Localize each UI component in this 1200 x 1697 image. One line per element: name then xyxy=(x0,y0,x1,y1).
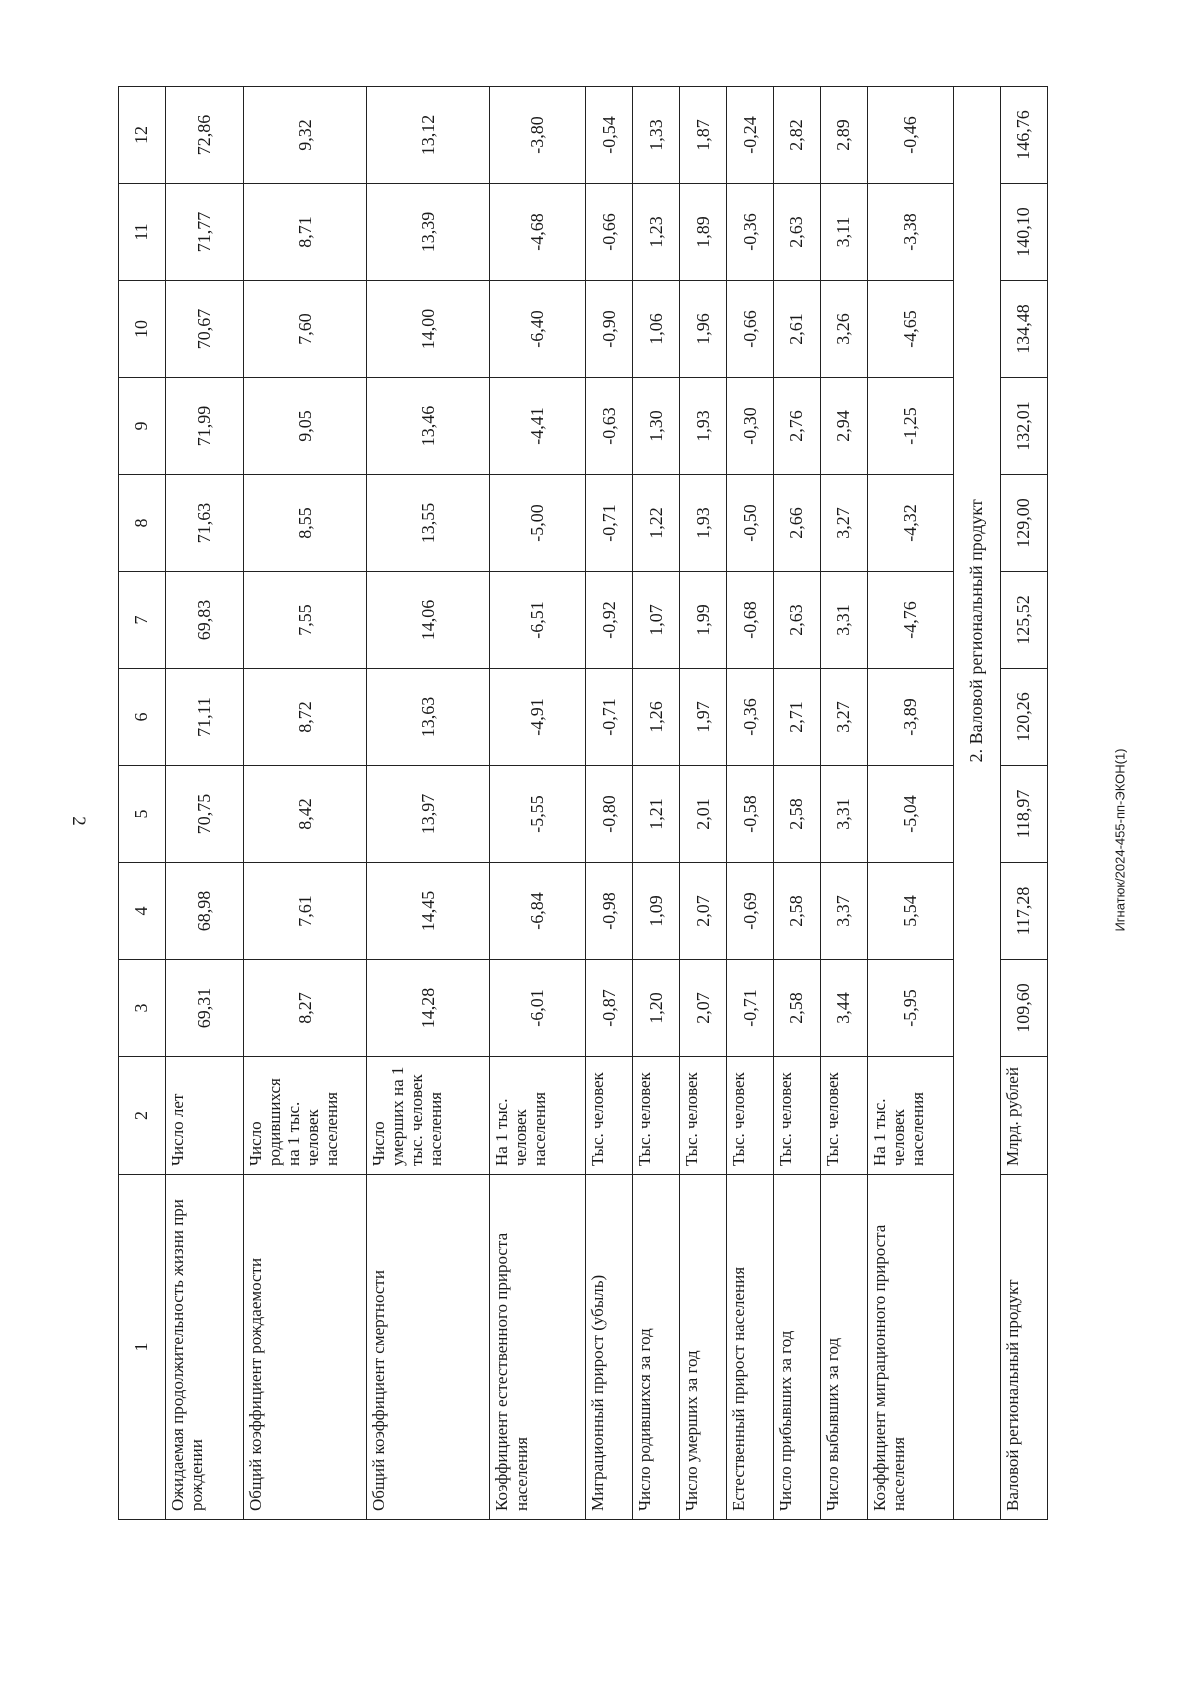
value-cell: -1,25 xyxy=(867,378,953,475)
column-number: 9 xyxy=(119,378,166,475)
value-cell: 14,45 xyxy=(367,863,490,960)
table-row xyxy=(867,87,953,1520)
value-cell: 13,12 xyxy=(367,87,490,184)
unit-cell: Млрд. рублей xyxy=(1000,1057,1047,1175)
column-number: 1 xyxy=(119,1175,166,1520)
value-cell: -0,92 xyxy=(586,572,633,669)
column-number: 5 xyxy=(119,766,166,863)
value-cell: -3,38 xyxy=(867,184,953,281)
unit-cell: Число лет xyxy=(165,1057,243,1175)
value-cell: -4,41 xyxy=(490,378,586,475)
value-cell: -0,58 xyxy=(727,766,774,863)
value-cell: -0,46 xyxy=(867,87,953,184)
value-cell: 2,94 xyxy=(820,378,867,475)
indicator-cell: Ожидаемая продолжительность жизни при рождении xyxy=(165,1175,243,1520)
value-cell: -0,63 xyxy=(586,378,633,475)
value-cell: 1,23 xyxy=(633,184,680,281)
value-cell: -4,32 xyxy=(867,475,953,572)
value-cell: 1,33 xyxy=(633,87,680,184)
value-cell: 1,30 xyxy=(633,378,680,475)
value-cell: -6,84 xyxy=(490,863,586,960)
value-cell: 13,63 xyxy=(367,669,490,766)
table-row xyxy=(244,87,367,1520)
column-number: 2 xyxy=(119,1057,166,1175)
value-cell: -5,00 xyxy=(490,475,586,572)
value-cell: 3,26 xyxy=(820,281,867,378)
value-cell: 1,20 xyxy=(633,960,680,1057)
value-cell: 13,46 xyxy=(367,378,490,475)
value-cell: 146,76 xyxy=(1000,87,1047,184)
value-cell: 70,75 xyxy=(165,766,243,863)
value-cell: 1,89 xyxy=(680,184,727,281)
value-cell: 134,48 xyxy=(1000,281,1047,378)
value-cell: 1,21 xyxy=(633,766,680,863)
column-number: 11 xyxy=(119,184,166,281)
value-cell: 3,44 xyxy=(820,960,867,1057)
indicator-cell: Число выбывших за год xyxy=(820,1175,867,1520)
value-cell: 3,31 xyxy=(820,766,867,863)
value-cell: -0,90 xyxy=(586,281,633,378)
column-number: 4 xyxy=(119,863,166,960)
indicator-cell: Миграционный прирост (убыль) xyxy=(586,1175,633,1520)
column-number: 10 xyxy=(119,281,166,378)
value-cell: -3,80 xyxy=(490,87,586,184)
value-cell: 8,42 xyxy=(244,766,367,863)
value-cell: 120,26 xyxy=(1000,669,1047,766)
value-cell: 2,63 xyxy=(774,572,821,669)
value-cell: -4,91 xyxy=(490,669,586,766)
value-cell: -0,50 xyxy=(727,475,774,572)
value-cell: -0,71 xyxy=(586,669,633,766)
value-cell: 109,60 xyxy=(1000,960,1047,1057)
value-cell: -0,68 xyxy=(727,572,774,669)
table-body xyxy=(119,87,1048,1520)
column-number: 7 xyxy=(119,572,166,669)
value-cell: -0,36 xyxy=(727,669,774,766)
value-cell: 8,72 xyxy=(244,669,367,766)
value-cell: -0,30 xyxy=(727,378,774,475)
value-cell: 118,97 xyxy=(1000,766,1047,863)
value-cell: -0,71 xyxy=(586,475,633,572)
value-cell: -0,87 xyxy=(586,960,633,1057)
column-number: 6 xyxy=(119,669,166,766)
value-cell: 13,97 xyxy=(367,766,490,863)
value-cell: 71,99 xyxy=(165,378,243,475)
table-row xyxy=(633,87,680,1520)
indicator-cell: Коэффициент миграционного прироста населения xyxy=(867,1175,953,1520)
value-cell: 2,82 xyxy=(774,87,821,184)
value-cell: 1,97 xyxy=(680,669,727,766)
unit-cell: На 1 тыс. человек населения xyxy=(490,1057,586,1175)
value-cell: 14,00 xyxy=(367,281,490,378)
value-cell: 2,07 xyxy=(680,960,727,1057)
value-cell: 1,93 xyxy=(680,378,727,475)
indicator-cell: Валовой региональный продукт xyxy=(1000,1175,1047,1520)
value-cell: -4,76 xyxy=(867,572,953,669)
value-cell: -5,95 xyxy=(867,960,953,1057)
section-title: 2. Валовой региональный продукт xyxy=(953,87,1000,1175)
unit-cell: Тыс. человек xyxy=(820,1057,867,1175)
section-blank-cell xyxy=(953,1175,1000,1520)
indicator-cell: Общий коэффициент смертности xyxy=(367,1175,490,1520)
value-cell: 13,39 xyxy=(367,184,490,281)
unit-cell: Тыс. человек xyxy=(586,1057,633,1175)
table-row xyxy=(1000,87,1047,1520)
table-row xyxy=(820,87,867,1520)
value-cell: 5,54 xyxy=(867,863,953,960)
value-cell: 1,09 xyxy=(633,863,680,960)
value-cell: 1,26 xyxy=(633,669,680,766)
value-cell: 14,28 xyxy=(367,960,490,1057)
value-cell: -0,54 xyxy=(586,87,633,184)
value-cell: 8,27 xyxy=(244,960,367,1057)
indicator-cell: Число родившихся за год xyxy=(633,1175,680,1520)
value-cell: 2,89 xyxy=(820,87,867,184)
value-cell: 3,27 xyxy=(820,669,867,766)
table-row xyxy=(774,87,821,1520)
column-number: 3 xyxy=(119,960,166,1057)
indicator-cell: Число прибывших за год xyxy=(774,1175,821,1520)
value-cell: 2,63 xyxy=(774,184,821,281)
value-cell: 3,27 xyxy=(820,475,867,572)
value-cell: 1,99 xyxy=(680,572,727,669)
table-row xyxy=(680,87,727,1520)
value-cell: -0,98 xyxy=(586,863,633,960)
value-cell: 140,10 xyxy=(1000,184,1047,281)
value-cell: 7,61 xyxy=(244,863,367,960)
table-row xyxy=(586,87,633,1520)
value-cell: 71,63 xyxy=(165,475,243,572)
value-cell: 132,01 xyxy=(1000,378,1047,475)
value-cell: 8,55 xyxy=(244,475,367,572)
table-row xyxy=(727,87,774,1520)
value-cell: -0,66 xyxy=(727,281,774,378)
value-cell: 71,77 xyxy=(165,184,243,281)
value-cell: -6,51 xyxy=(490,572,586,669)
unit-cell: На 1 тыс. человек населения xyxy=(867,1057,953,1175)
value-cell: -5,55 xyxy=(490,766,586,863)
value-cell: 2,76 xyxy=(774,378,821,475)
value-cell: 2,61 xyxy=(774,281,821,378)
value-cell: -3,89 xyxy=(867,669,953,766)
value-cell: -0,24 xyxy=(727,87,774,184)
value-cell: 13,55 xyxy=(367,475,490,572)
indicator-cell: Число умерших за год xyxy=(680,1175,727,1520)
value-cell: -0,71 xyxy=(727,960,774,1057)
value-cell: 2,58 xyxy=(774,863,821,960)
value-cell: 2,71 xyxy=(774,669,821,766)
value-cell: 1,93 xyxy=(680,475,727,572)
page-number: 2 xyxy=(67,816,89,826)
value-cell: 69,31 xyxy=(165,960,243,1057)
value-cell: 9,05 xyxy=(244,378,367,475)
indicator-cell: Общий коэффициент рождаемости xyxy=(244,1175,367,1520)
indicator-cell: Естественный прирост населения xyxy=(727,1175,774,1520)
column-number: 12 xyxy=(119,87,166,184)
value-cell: 7,55 xyxy=(244,572,367,669)
value-cell: -0,69 xyxy=(727,863,774,960)
header-row xyxy=(119,87,166,1520)
value-cell: 9,32 xyxy=(244,87,367,184)
value-cell: -6,40 xyxy=(490,281,586,378)
value-cell: 14,06 xyxy=(367,572,490,669)
value-cell: 3,31 xyxy=(820,572,867,669)
value-cell: 3,11 xyxy=(820,184,867,281)
data-table-rotated xyxy=(118,87,1048,1520)
value-cell: 8,71 xyxy=(244,184,367,281)
table-row xyxy=(490,87,586,1520)
unit-cell: Число родившихся на 1 тыс. человек населения xyxy=(244,1057,367,1175)
value-cell: 2,66 xyxy=(774,475,821,572)
value-cell: -5,04 xyxy=(867,766,953,863)
indicators-table xyxy=(118,86,1048,1520)
section-row xyxy=(953,87,1000,1520)
value-cell: 129,00 xyxy=(1000,475,1047,572)
unit-cell: Число умерших на 1 тыс. человек населения xyxy=(367,1057,490,1175)
value-cell: 72,86 xyxy=(165,87,243,184)
column-number: 8 xyxy=(119,475,166,572)
stamp-text: Игнатюк/2024-455-пп-ЭКОН(1) xyxy=(1112,748,1128,932)
value-cell: -0,80 xyxy=(586,766,633,863)
value-cell: 68,98 xyxy=(165,863,243,960)
value-cell: -4,68 xyxy=(490,184,586,281)
unit-cell: Тыс. человек xyxy=(774,1057,821,1175)
value-cell: 2,07 xyxy=(680,863,727,960)
value-cell: 2,58 xyxy=(774,766,821,863)
value-cell: 1,87 xyxy=(680,87,727,184)
value-cell: 2,01 xyxy=(680,766,727,863)
value-cell: 3,37 xyxy=(820,863,867,960)
unit-cell: Тыс. человек xyxy=(633,1057,680,1175)
value-cell: 1,06 xyxy=(633,281,680,378)
indicator-cell: Коэффициент естественного прироста населения xyxy=(490,1175,586,1520)
value-cell: -6,01 xyxy=(490,960,586,1057)
table-row xyxy=(367,87,490,1520)
value-cell: 1,96 xyxy=(680,281,727,378)
unit-cell: Тыс. человек xyxy=(680,1057,727,1175)
value-cell: -0,66 xyxy=(586,184,633,281)
unit-cell: Тыс. человек xyxy=(727,1057,774,1175)
value-cell: 7,60 xyxy=(244,281,367,378)
value-cell: 125,52 xyxy=(1000,572,1047,669)
value-cell: 70,67 xyxy=(165,281,243,378)
table-row xyxy=(165,87,243,1520)
value-cell: 117,28 xyxy=(1000,863,1047,960)
value-cell: -4,65 xyxy=(867,281,953,378)
value-cell: 69,83 xyxy=(165,572,243,669)
value-cell: 1,22 xyxy=(633,475,680,572)
value-cell: 1,07 xyxy=(633,572,680,669)
value-cell: 71,11 xyxy=(165,669,243,766)
value-cell: 2,58 xyxy=(774,960,821,1057)
value-cell: -0,36 xyxy=(727,184,774,281)
